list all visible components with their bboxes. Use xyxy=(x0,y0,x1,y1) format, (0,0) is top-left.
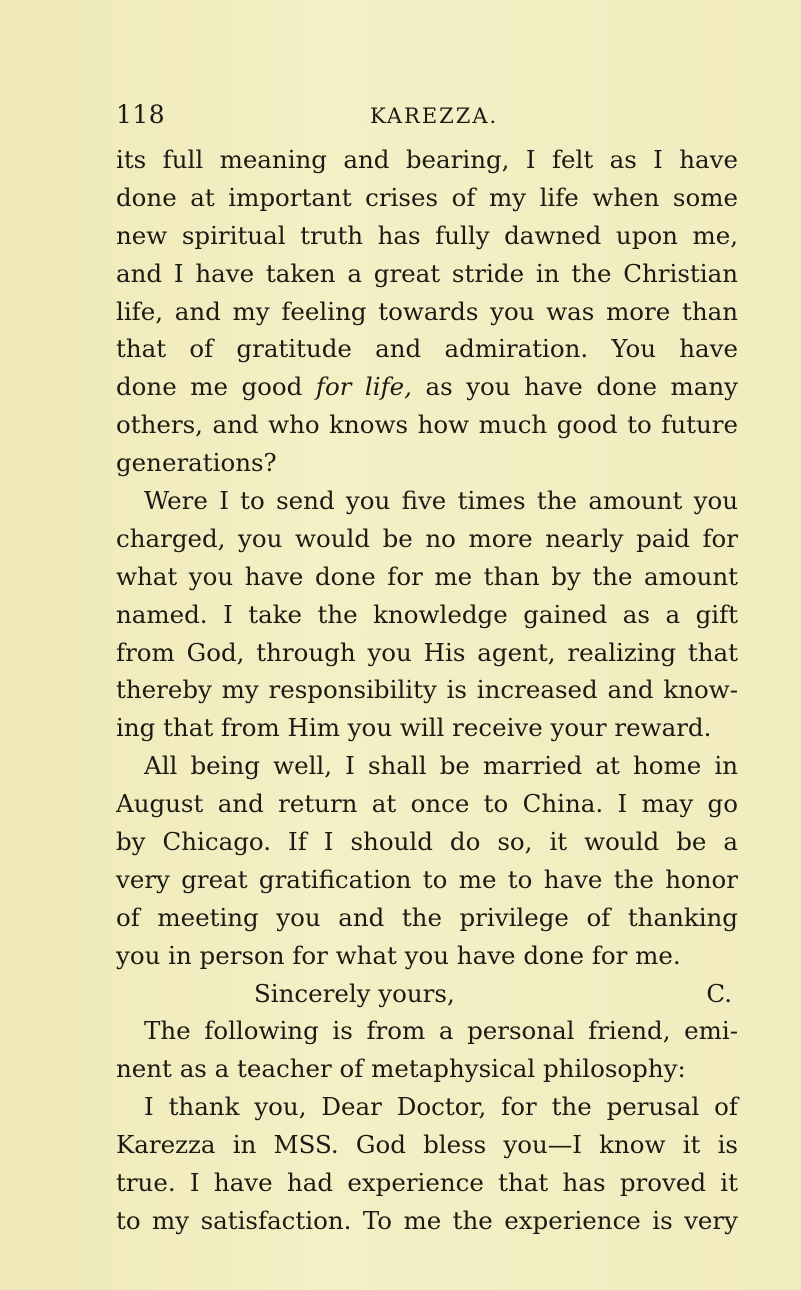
text-line: Karezza in MSS. God bless you—I know it is xyxy=(116,1130,738,1160)
text-line: life, and my feeling towards you was more than xyxy=(116,296,738,326)
text-line: All being well, I shall be married at home in xyxy=(144,751,738,781)
text-line: Were I to send you five times the amount you xyxy=(144,486,738,516)
text-line: from God, through you His agent, realizing that xyxy=(116,637,738,667)
text-line: named. I take the knowledge gained as a gift xyxy=(116,599,738,629)
text-line: The following is from a personal friend, emi- xyxy=(144,1016,738,1046)
text-line: new spiritual truth has fully dawned upon me, xyxy=(116,220,738,250)
text-line: others, and who knows how much good to future xyxy=(116,410,738,440)
text-line xyxy=(116,368,738,406)
text-line: and I have taken a great stride in the Christian xyxy=(116,258,738,288)
italic-phrase: for life, xyxy=(315,372,412,402)
text-line: what you have done for me than by the amount xyxy=(116,561,738,591)
signature-line xyxy=(116,975,738,1013)
page-header xyxy=(116,100,716,136)
signature: C. xyxy=(706,978,732,1008)
text-line: ing that from Him you will receive your reward. xyxy=(116,713,712,743)
text-line: I thank you, Dear Doctor, for the perusal of xyxy=(144,1092,738,1122)
text-segment: as you have done many xyxy=(425,372,739,402)
text-line: charged, you would be no more nearly paid for xyxy=(116,523,738,553)
text-line: by Chicago. If I should do so, it would be a xyxy=(116,827,738,857)
text-line: done at important crises of my life when some xyxy=(116,182,738,212)
text-line: generations? xyxy=(116,448,277,478)
text-line: true. I have had experience that has proved it xyxy=(116,1168,738,1198)
text-segment: done me good xyxy=(116,372,303,402)
text-line: its full meaning and bearing, I felt as I have xyxy=(116,145,738,174)
text-line: that of gratitude and admiration. You have xyxy=(116,334,738,364)
closing: Sincerely yours, xyxy=(254,978,455,1008)
text-line: very great gratification to me to have the honor xyxy=(116,864,738,894)
text-line: thereby my responsibility is increased and know- xyxy=(116,675,738,705)
text-line: to my satisfaction. To me the experience is very xyxy=(116,1205,738,1235)
running-head: KAREZZA. xyxy=(370,104,499,128)
text-line: nent as a teacher of metaphysical philosophy: xyxy=(116,1054,686,1084)
text-line: August and return at once to China. I may go xyxy=(116,789,738,819)
body-text xyxy=(116,141,738,1240)
text-line: of meeting you and the privilege of thanking xyxy=(116,902,738,932)
page-number: 118 xyxy=(116,100,166,129)
text-line: you in person for what you have done for me. xyxy=(116,940,681,970)
